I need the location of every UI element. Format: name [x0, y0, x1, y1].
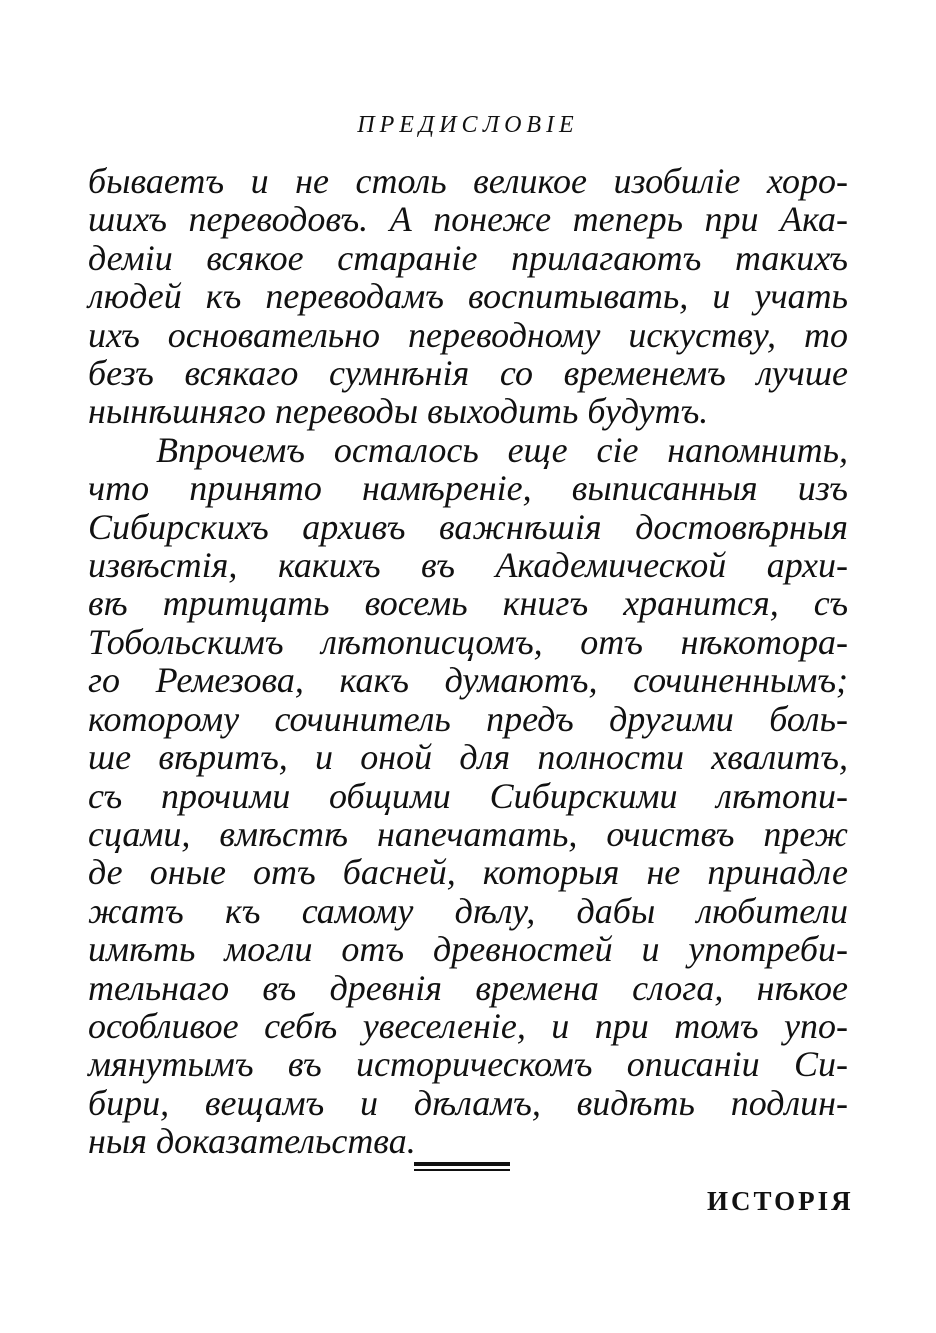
text-line: людей къ переводамъ воспитывать, и учать: [88, 276, 848, 317]
text-line: безъ всякаго сумнѣнія со временемъ лучше: [88, 353, 848, 394]
text-line: го Ремезова, какъ думаютъ, сочиненнымъ;: [88, 660, 848, 701]
text-line: шихъ переводовъ. А понеже теперь при Ака-: [88, 199, 848, 240]
text-line: извѣстія, какихъ въ Академической архи-: [88, 545, 848, 586]
text-line: ныя доказательства.: [88, 1121, 416, 1162]
catchword: ИСТОРІЯ: [707, 1186, 854, 1216]
text-line: тельнаго въ древнія времена слога, нѣкое: [88, 967, 848, 1008]
text-line: вѣ тритцать восемь книгъ хранится, съ: [88, 583, 848, 624]
text-line: деміи всякое стараніе прилагаютъ такихъ: [88, 237, 848, 278]
text-line: мянутымъ въ историческомъ описаніи Си-: [88, 1044, 848, 1085]
text-line: ихъ основательно переводному искуству, то: [88, 314, 848, 355]
text-line: ше вѣритъ, и оной для полности хвалитъ,: [88, 737, 848, 778]
text-line: имѣть могли отъ древностей и употреби-: [88, 929, 848, 970]
text-line: нынѣшняго переводы выходить будутъ.: [88, 391, 709, 432]
text-line: Впрочемъ осталось еще сіе напомнить,: [156, 429, 848, 470]
text-line: съ прочими общими Сибирскими лѣтопи-: [88, 775, 848, 816]
section-divider: [414, 1162, 510, 1172]
text-line: которому сочинитель предъ другими боль-: [88, 698, 848, 739]
text-line: бири, вещамъ и дѣламъ, видѣть подлин-: [88, 1082, 848, 1123]
divider-thin-rule: [414, 1169, 510, 1171]
body-text: [88, 162, 848, 1161]
divider-thick-rule: [414, 1162, 510, 1166]
text-line: что принято намѣреніе, выписанныя изъ: [88, 468, 848, 509]
text-line: Сибирскихъ архивъ важнѣшія достовѣрныя: [88, 506, 848, 547]
text-line: де оные отъ басней, которыя не принадле: [88, 852, 848, 893]
text-line: особливое себѣ увеселеніе, и при томъ упо-: [88, 1005, 848, 1046]
running-title: ПРЕДИСЛОВІЕ: [357, 112, 579, 138]
text-line: Тобольскимъ лѣтописцомъ, отъ нѣкотора-: [88, 621, 848, 662]
text-line: жатъ къ самому дѣлу, дабы любители: [88, 890, 848, 931]
text-line: бываетъ и не столь великое изобиліе хоро-: [88, 161, 848, 201]
text-line: сцами, вмѣстѣ напечатать, очиствъ преж: [88, 813, 848, 854]
